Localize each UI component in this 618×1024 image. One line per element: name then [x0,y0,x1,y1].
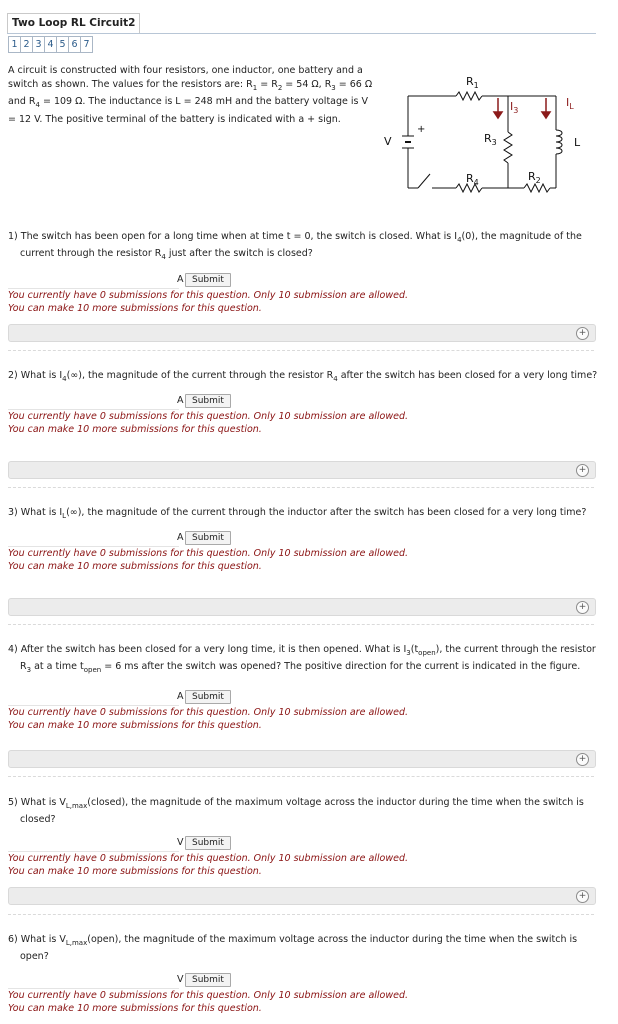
plus-circle-icon[interactable]: + [576,601,589,614]
page-link-3[interactable]: 3 [32,36,45,53]
unit-label: V [177,973,184,985]
answer-row [8,273,600,289]
divider [8,624,594,625]
submit-button[interactable]: Submit [185,690,231,704]
plus-circle-icon[interactable]: + [576,890,589,903]
question-text: 5) What is $V_{L,max}(closed)$, the magnitude of the maximum voltage across the inductor during the time when the switch is closed? [8,797,584,826]
answer-row [8,394,600,410]
answer-input[interactable] [8,973,179,989]
answer-input[interactable] [8,394,179,410]
page-link-6[interactable]: 6 [68,36,81,53]
divider [8,776,594,777]
page-link-5[interactable]: 5 [56,36,69,53]
question-text: 3) What is $I_L(\infty)$, the magnitude of the current through the inductor after the switch has been closed for a very long time? [8,507,587,520]
answer-row [8,531,600,547]
answer-row [8,690,600,706]
submission-remaining: You can make 10 more submissions for this question. [8,561,262,573]
answer-input[interactable] [8,690,179,706]
svg-text:R1: $R_1$ [466,75,479,90]
divider [8,914,594,915]
submission-remaining: You can make 10 more submissions for this question. [8,865,262,877]
question-text: 2) What is $I_4(\infty)$, the magnitude of the current through the resistor $R_4$ after the switch has been closed for a very long time? [8,370,598,383]
unit-label: A [177,532,184,544]
submission-remaining: You can make 10 more submissions for this question. [8,302,262,314]
question-text: 6) What is $V_{L,max}(open)$, the magnitude of the maximum voltage across the inductor during the time when the switch is open? [8,934,578,963]
plus-circle-icon[interactable]: + [576,464,589,477]
submission-notice: You currently have 0 submissions for this question. Only 10 submission are allowed. [8,289,409,301]
unit-label: A [177,690,184,702]
expander-bar[interactable] [8,324,596,342]
question-2 [8,369,600,436]
submission-remaining: You can make 10 more submissions for this question. [8,424,262,436]
unit-label: A [177,395,184,407]
answer-input[interactable] [8,531,179,547]
answer-input[interactable] [8,836,179,852]
expander-bar[interactable] [8,750,596,768]
svg-text:R3: $R_3$ [484,132,497,147]
question-text: 1) The switch has been open for a long time when at time t = 0, the switch is closed. What is $I_4(0)$, the magnitude of the current through the resistor $R_4$ just after the switch is closed? [8,231,582,262]
answer-row [8,973,600,989]
submit-button[interactable]: Submit [185,531,231,545]
question-text: 4) After the switch has been closed for a very long time, it is then opened. What is $I_3(t_{open})$, the current through the resistor $R_3$ at a time $t_{open} = 6$ ms after the switch was opened? The positive direction for the current is indicated in the figure. [8,644,596,675]
page-link-1[interactable]: 1 [8,36,21,53]
answer-row [8,836,600,852]
unit-label: A [177,273,184,285]
divider [8,350,594,351]
question-1 [8,230,600,315]
svg-text:IL: $I_L$ [566,96,574,111]
page-link-4[interactable]: 4 [44,36,57,53]
submission-notice: You currently have 0 submissions for this question. Only 10 submission are allowed. [8,548,409,560]
question-3 [8,506,600,573]
submit-button[interactable]: Submit [185,836,231,850]
expander-bar[interactable] [8,598,596,616]
page-title: Two Loop RL Circuit2 [7,13,140,33]
submission-notice: You currently have 0 submissions for this question. Only 10 submission are allowed. [8,411,409,423]
title-divider [7,33,596,34]
unit-label: V [177,836,184,848]
submit-button[interactable]: Submit [185,394,231,408]
circuit-diagram [376,70,600,194]
submit-button[interactable]: Submit [185,273,231,287]
submission-notice: You currently have 0 submissions for this question. Only 10 submission are allowed. [8,706,409,718]
submission-remaining: You can make 10 more submissions for this question. [8,1002,262,1014]
svg-text:R2: $R_2$ [528,170,541,185]
divider [8,487,594,488]
submission-notice: You currently have 0 submissions for this question. Only 10 submission are allowed. [8,989,409,1001]
page-link-2[interactable]: 2 [20,36,33,53]
question-4 [8,643,600,732]
plus-circle-icon[interactable]: + [576,753,589,766]
page-title-tab [7,13,140,33]
expander-bar[interactable] [8,887,596,905]
svg-text:I3: $I_3$ [510,100,519,115]
svg-text:V: V [384,135,392,148]
answer-input[interactable] [8,273,179,289]
svg-text:+: + [417,124,426,135]
expander-bar[interactable] [8,461,596,479]
submit-button[interactable]: Submit [185,973,231,987]
svg-text:L: L [574,136,581,149]
plus-circle-icon[interactable]: + [576,327,589,340]
submission-remaining: You can make 10 more submissions for this question. [8,719,262,731]
svg-text:R4: $R_4$ [466,172,479,187]
question-5 [8,796,600,878]
question-6 [8,933,600,1015]
page-nav [8,36,93,53]
page-link-7[interactable]: 7 [80,36,93,53]
submission-notice: You currently have 0 submissions for this question. Only 10 submission are allowed. [8,852,409,864]
problem-statement: A circuit is constructed with four resistors, one inductor, one battery and a switch as shown. The values for the resistors are: $R_1 = R_2 = 54$ Ω, $R_3 = 66$ Ω and $R_4 = 109$ Ω. The inductance is L = 248 mH and the battery voltage is V = 12 V. The positive terminal of the battery is indicated with a + sign. [8,65,373,125]
